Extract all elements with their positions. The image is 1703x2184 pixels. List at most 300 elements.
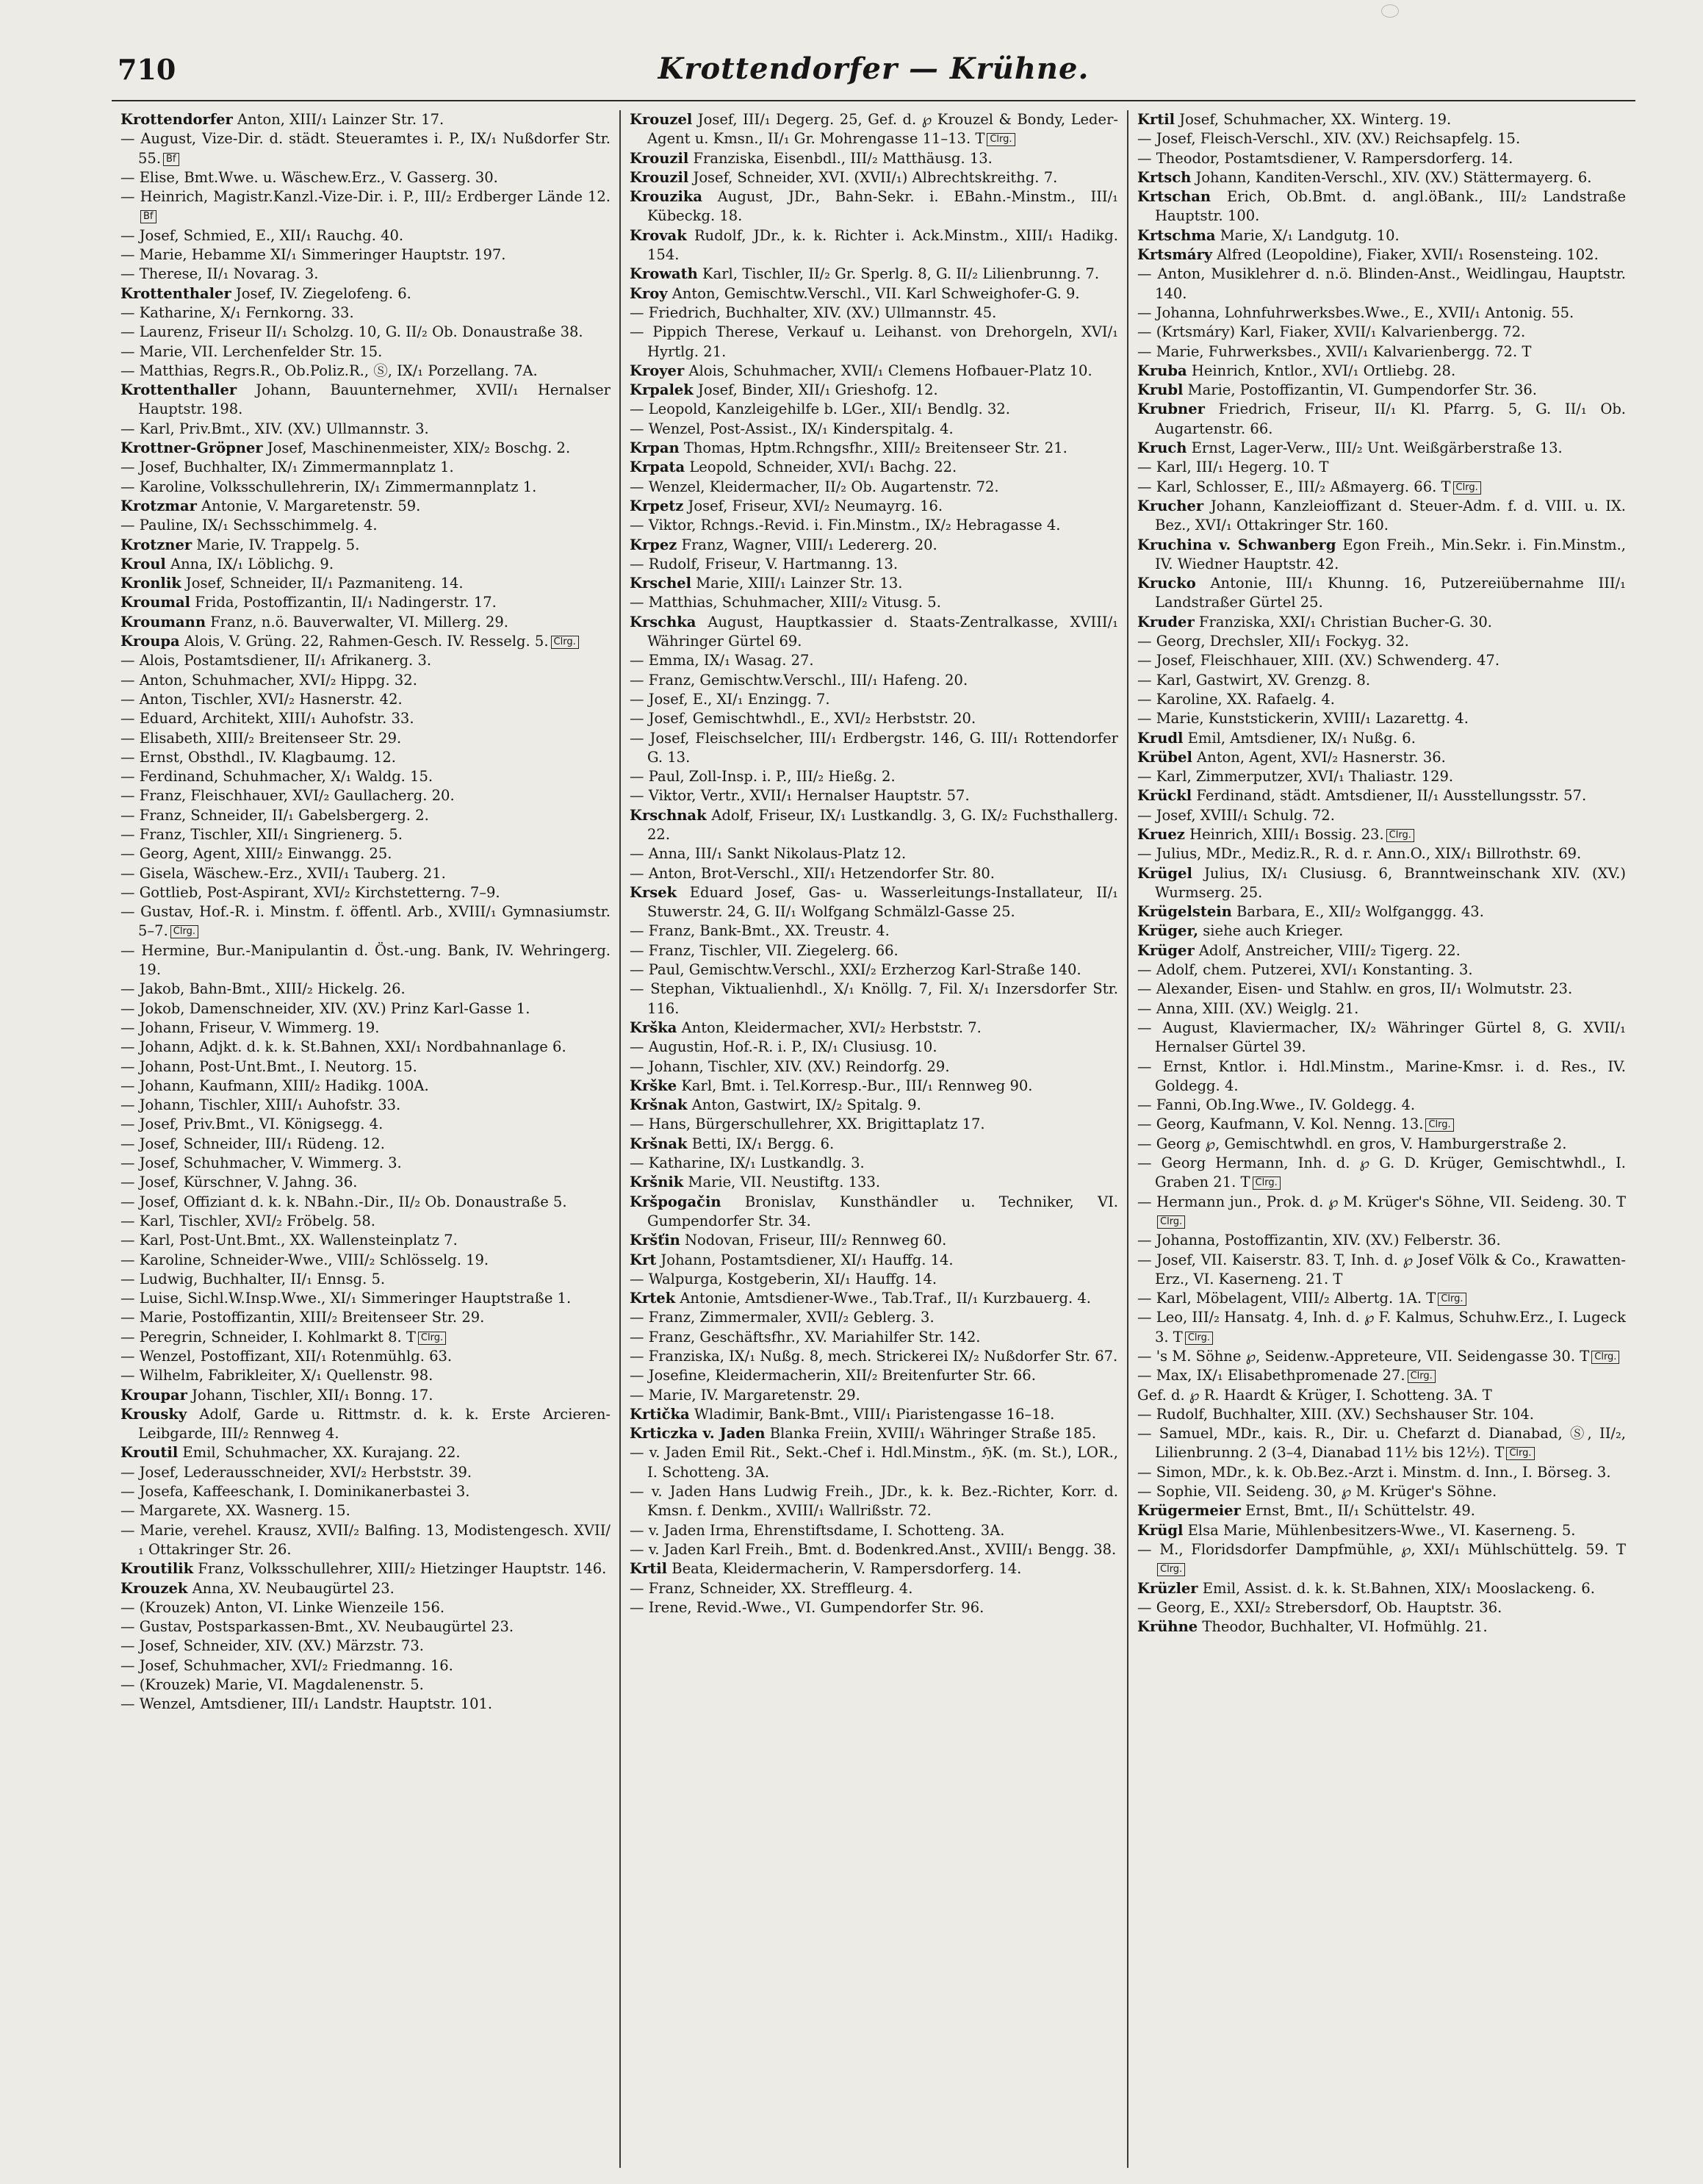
directory-entry — [120, 439, 611, 458]
directory-entry — [120, 1019, 611, 1038]
entry-surname: Krousky — [120, 1405, 187, 1423]
directory-entry — [1137, 362, 1626, 381]
entry-details: — Marie, Fuhrwerksbes., XVII/₁ Kalvarienbergg. 72. T — [1137, 342, 1532, 360]
entry-details: — Johann, Tischler, XIII/₁ Auhofstr. 33. — [120, 1096, 401, 1114]
directory-entry — [630, 1405, 1118, 1424]
directory-entry — [630, 1038, 1118, 1057]
entry-surname: Krtschan — [1137, 188, 1211, 206]
entry-details: — Simon, MDr., k. k. Ob.Bez.-Arzt i. Minstm. d. Inn., I. Börseg. 3. — [1137, 1463, 1611, 1481]
entry-details: Josef, Schuhmacher, XX. Winterg. 19. — [1175, 111, 1452, 128]
entry-details: — Georg, Agent, XIII/₂ Einwangg. 25. — [120, 845, 392, 863]
directory-entry — [1137, 110, 1626, 129]
directory-entry — [1137, 1096, 1626, 1115]
entry-details: — Karl, Post-Unt.Bmt., XX. Wallensteinplatz 7. — [120, 1232, 458, 1249]
directory-entry — [120, 729, 611, 748]
entry-details: Johann, Bauunternehmer, XVII/₁ Hernalser Hauptstr. 198. — [138, 381, 611, 418]
directory-entry — [630, 593, 1118, 612]
directory-entry — [1137, 1231, 1626, 1250]
entry-details: — Gottlieb, Post-Aspirant, XVI/₂ Kirchstetterng. 7–9. — [120, 883, 500, 901]
directory-entry — [1137, 980, 1626, 999]
entry-details: — Eduard, Architekt, XIII/₁ Auhofstr. 33. — [120, 710, 414, 728]
entry-marker-badge: Bf — [163, 153, 179, 166]
directory-entry — [1137, 497, 1626, 536]
entry-details: — Franz, Zimmermaler, XVII/₂ Geblerg. 3. — [630, 1309, 935, 1326]
directory-entry — [630, 265, 1118, 284]
directory-entry — [630, 1540, 1118, 1559]
page-header — [112, 46, 1635, 101]
directory-entry — [630, 1173, 1118, 1192]
entry-details: Nodovan, Friseur, III/₂ Rennweg 60. — [680, 1232, 947, 1249]
entry-details: — Ernst, Obsthdl., IV. Klagbaumg. 12. — [120, 748, 396, 766]
entry-details: — Georg ℘, Gemischtwhdl. en gros, V. Hamburgerstraße 2. — [1137, 1135, 1567, 1152]
entry-details: Antonie, III/₁ Khunng. 16, Putzereiübernahme III/₁ Landstraßer Gürtel 25. — [1155, 575, 1626, 611]
entry-details: — Katharine, IX/₁ Lustkandlg. 3. — [630, 1154, 865, 1172]
entry-details: — Hermann jun., Prok. d. ℘ M. Krüger's Söhne, VII. Seideng. 30. T — [1137, 1193, 1626, 1210]
entry-details: — Julius, MDr., Mediz.R., R. d. r. Ann.O., XIX/₁ Billrothstr. 69. — [1137, 845, 1582, 863]
entry-surname: Krpata — [630, 459, 685, 476]
directory-entry — [630, 1386, 1118, 1405]
directory-entry — [120, 1096, 611, 1115]
directory-entry — [630, 497, 1118, 516]
directory-entry — [630, 651, 1118, 670]
directory-entry — [630, 1057, 1118, 1077]
directory-entry — [120, 574, 611, 593]
entry-details: — Josef, Kürschner, V. Jahng. 36. — [120, 1174, 358, 1191]
entry-details: Adolf, Anstreicher, VIII/₂ Tigerg. 22. — [1194, 941, 1461, 959]
entry-surname: Kruba — [1137, 362, 1187, 379]
entry-details: — Johanna, Postoffizantin, XIV. (XV.) Felberstr. 36. — [1137, 1232, 1501, 1249]
entry-surname: Kruder — [1137, 613, 1195, 631]
entry-details: — Laurenz, Friseur II/₁ Scholzg. 10, G. II/₂ Ob. Donaustraße 38. — [120, 323, 583, 341]
entry-surname: Krschnak — [630, 806, 707, 824]
page-number: 710 — [118, 53, 176, 86]
directory-entry — [120, 1482, 611, 1501]
entry-details: — (Krouzek) Marie, VI. Magdalenenstr. 5. — [120, 1676, 424, 1694]
directory-entry — [630, 883, 1118, 922]
directory-entry — [120, 1038, 611, 1057]
directory-entry — [120, 110, 611, 129]
entry-details: — Samuel, MDr., kais. R., Dir. u. Chefarzt d. Dianabad, Ⓢ, II/₂, Lilienbrunng. 2 (3–4, Dianabad 11½ bis 12½). T — [1137, 1425, 1626, 1462]
directory-entry — [120, 883, 611, 902]
directory-entry — [630, 1308, 1118, 1327]
entry-details: — Gustav, Postsparkassen-Bmt., XV. Neubaugürtel 23. — [120, 1618, 514, 1636]
directory-entry — [630, 1579, 1118, 1598]
entry-details: Josef, III/₁ Degerg. 25, Gef. d. ℘ Krouzel & Bondy, Leder-Agent u. Kmsn., II/₁ Gr. Mohrengasse 11–13. T — [647, 111, 1118, 148]
entry-details: Anton, Agent, XVI/₂ Hasnerstr. 36. — [1192, 748, 1446, 766]
entry-details: — Josef, Fleischselcher, III/₁ Erdbergstr. 146, G. III/₁ Rottendorfer G. 13. — [630, 729, 1118, 766]
entry-surname: Krottendorfer — [120, 111, 233, 128]
entry-details: — Friedrich, Buchhalter, XIV. (XV.) Ullmannstr. 45. — [630, 303, 997, 321]
directory-entry — [120, 980, 611, 999]
entry-details: Betti, IX/₁ Bergg. 6. — [687, 1135, 835, 1152]
directory-entry — [120, 342, 611, 362]
entry-details: — Alexander, Eisen- und Stahlw. en gros, II/₁ Wolmutstr. 23. — [1137, 980, 1573, 998]
entry-details: — Gisela, Wäschew.-Erz., XVII/₁ Tauberg. 21. — [120, 864, 446, 882]
directory-entry — [630, 187, 1118, 226]
directory-entry — [1137, 729, 1626, 748]
entry-details: Gef. d. ℘ R. Haardt & Krüger, I. Schotteng. 3A. T — [1137, 1386, 1492, 1404]
entry-details: — Peregrin, Schneider, I. Kohlmarkt 8. T — [120, 1328, 416, 1346]
directory-entry — [1137, 458, 1626, 477]
entry-details: — Elise, Bmt.Wwe. u. Wäschew.Erz., V. Gasserg. 30. — [120, 168, 498, 186]
entry-details: — Jokob, Damenschneider, XIV. (XV.) Prinz Karl-Gasse 1. — [120, 999, 530, 1017]
entry-surname: Kruch — [1137, 439, 1187, 457]
entry-details: — Stephan, Viktualienhdl., X/₁ Knöllg. 7, Fil. X/₁ Inzersdorfer Str. 116. — [630, 980, 1118, 1017]
entry-marker-badge: Clrg. — [1591, 1351, 1619, 1364]
entry-details: Ferdinand, städt. Amtsdiener, II/₁ Ausstellungsstr. 57. — [1192, 787, 1587, 805]
directory-entry — [120, 709, 611, 728]
entry-details: — Marie, VII. Lerchenfelder Str. 15. — [120, 342, 383, 360]
entry-surname: Krotzmar — [120, 497, 197, 514]
entry-surname: Kroupa — [120, 633, 180, 650]
entry-details: Erich, Ob.Bmt. d. angl.öBank., III/₂ Landstraße Hauptstr. 100. — [1155, 188, 1626, 225]
entry-details: — Max, IX/₁ Elisabethpromenade 27. — [1137, 1367, 1405, 1384]
entry-surname: Krschka — [630, 613, 696, 631]
directory-entry — [630, 226, 1118, 265]
directory-entry — [120, 1154, 611, 1173]
entry-details: — Pauline, IX/₁ Sechsschimmelg. 4. — [120, 517, 378, 534]
directory-entry — [630, 362, 1118, 381]
entry-surname: Kruez — [1137, 825, 1185, 843]
entry-marker-badge: Clrg. — [1253, 1177, 1281, 1190]
directory-entry — [1137, 1289, 1626, 1308]
entry-surname: Krügelstein — [1137, 903, 1232, 921]
entry-details: — Franziska, IX/₁ Nußg. 8, mech. Strickerei IX/₂ Nußdorfer Str. 67. — [630, 1348, 1118, 1365]
entry-surname: Krucko — [1137, 575, 1196, 592]
entry-details: — August, Vize-Dir. d. städt. Steueramtes i. P., IX/₁ Nußdorfer Str. 55. — [120, 130, 611, 167]
entry-details: — Marie, IV. Margaretenstr. 29. — [630, 1386, 860, 1404]
entry-details: — Paul, Zoll-Insp. i. P., III/₂ Hießg. 2. — [630, 768, 896, 786]
entry-surname: Krügl — [1137, 1521, 1184, 1539]
entry-details: Anton, Gastwirt, IX/₂ Spitalg. 9. — [687, 1096, 921, 1114]
column-2 — [619, 110, 1127, 2168]
page-mark — [1381, 4, 1399, 18]
entry-details: Franz, Volksschullehrer, XIII/₂ Hietzinger Hauptstr. 146. — [193, 1560, 607, 1578]
entry-details: — Josef, Lederausschneider, XVI/₂ Herbststr. 39. — [120, 1463, 472, 1481]
entry-surname: Krtil — [630, 1560, 668, 1578]
directory-entry — [1137, 1115, 1626, 1134]
entry-details: — Paul, Gemischtw.Verschl., XXI/₂ Erzherzog Karl-Straße 140. — [630, 961, 1081, 979]
directory-entry — [630, 729, 1118, 768]
entry-surname: Krška — [630, 1019, 677, 1036]
entry-details: Josef, Schneider, II/₁ Pazmaniteng. 14. — [181, 575, 464, 592]
entry-details: — Johann, Friseur, V. Wimmerg. 19. — [120, 1019, 380, 1036]
directory-entry — [120, 1559, 611, 1578]
directory-entry — [120, 1212, 611, 1231]
entry-details: — Marie, Kunststickerin, XVIII/₁ Lazarettg. 4. — [1137, 710, 1469, 728]
entry-details: Rudolf, JDr., k. k. Richter i. Ack.Minstm., XIII/₁ Hadikg. 154. — [647, 226, 1118, 264]
entry-marker-badge: Clrg. — [418, 1332, 446, 1345]
directory-entry — [1137, 1019, 1626, 1057]
directory-entry — [120, 381, 611, 420]
directory-entry — [120, 1077, 611, 1096]
entry-details: Marie, IV. Trappelg. 5. — [192, 536, 360, 553]
directory-entry — [1137, 1617, 1626, 1637]
entry-details: — Pippich Therese, Verkauf u. Leihanst. von Drehorgeln, XVI/₁ Hyrtlg. 21. — [630, 323, 1118, 360]
directory-entry — [120, 303, 611, 323]
entry-details: — Alois, Postamtsdiener, II/₁ Afrikanerg. 3. — [120, 652, 432, 669]
entry-details: — Fanni, Ob.Ing.Wwe., IV. Goldegg. 4. — [1137, 1096, 1416, 1114]
directory-entry — [1137, 323, 1626, 342]
entry-details: Frida, Postoffizantin, II/₁ Nadingerstr. 17. — [190, 594, 497, 611]
directory-entry — [120, 1308, 611, 1327]
entry-surname: Krouzil — [630, 149, 689, 167]
entry-details: Josef, Friseur, XVI/₂ Neumayrg. 16. — [683, 497, 943, 514]
entry-details: Beata, Kleidermacherin, V. Rampersdorferg. 14. — [667, 1560, 1022, 1578]
entry-details: Johann, Postamtsdiener, XI/₁ Hauffg. 14. — [656, 1251, 954, 1268]
directory-entry — [630, 709, 1118, 728]
entry-details: — Margarete, XX. Wasnerg. 15. — [120, 1502, 350, 1520]
directory-entry — [1137, 941, 1626, 960]
entry-details: — Karoline, Volksschullehrerin, IX/₁ Zimmermannplatz 1. — [120, 478, 537, 495]
entry-surname: Krucher — [1137, 497, 1204, 514]
entry-surname: Krouzek — [120, 1579, 188, 1597]
directory-entry — [1137, 864, 1626, 903]
column-3 — [1127, 110, 1635, 2168]
directory-entry — [120, 1405, 611, 1444]
entry-details: Ernst, Lager-Verw., III/₂ Unt. Weißgärberstraße 13. — [1187, 439, 1563, 457]
directory-entry — [1137, 1501, 1626, 1520]
entry-details: Emil, Assist. d. k. k. St.Bahnen, XIX/₁ Mooslackeng. 6. — [1198, 1579, 1595, 1597]
entry-details: — Matthias, Regrs.R., Ob.Poliz.R., Ⓢ, IX/₁ Porzellang. 7A. — [120, 362, 538, 379]
entry-details: — Matthias, Schuhmacher, XIII/₂ Vitusg. 5. — [630, 594, 941, 611]
entry-surname: Krottner-Gröpner — [120, 439, 263, 457]
directory-entry — [1137, 690, 1626, 709]
entry-surname: Kruchina v. Schwanberg — [1137, 536, 1336, 553]
entry-details: — August, Klaviermacher, IX/₂ Währinger Gürtel 8, G. XVII/₁ Hernalser Gürtel 39. — [1137, 1019, 1626, 1056]
entry-details: — Josefa, Kaffeeschank, I. Dominikanerbastei 3. — [120, 1483, 470, 1501]
entry-details: — Karl, Schlosser, E., III/₂ Aßmayerg. 66. T — [1137, 478, 1451, 495]
entry-details: — Wenzel, Postoffizant, XII/₁ Rotenmühlg. 63. — [120, 1348, 453, 1365]
entry-details: — Franz, Gemischtw.Verschl., III/₁ Hafeng. 20. — [630, 671, 968, 689]
entry-details: Johann, Kanditen-Verschl., XIV. (XV.) Stättermayerg. 6. — [1191, 168, 1592, 186]
directory-entry — [120, 420, 611, 439]
directory-entry — [1137, 1347, 1626, 1366]
directory-entry — [120, 1501, 611, 1520]
entry-details: — Anna, III/₁ Sankt Nikolaus-Platz 12. — [630, 845, 907, 863]
entry-details: — Franz, Tischler, XII/₁ Singrienerg. 5. — [120, 825, 403, 843]
entry-details: — Anton, Musiklehrer d. n.ö. Blinden-Anst., Weidlingau, Hauptstr. 140. — [1137, 265, 1626, 302]
entry-surname: Krticzka v. Jaden — [630, 1425, 766, 1443]
entry-surname: Krübel — [1137, 748, 1192, 766]
directory-entry — [120, 1135, 611, 1154]
directory-entry — [630, 439, 1118, 458]
directory-entry — [120, 1057, 611, 1077]
entry-details: — Karoline, Schneider-Wwe., VIII/₂ Schlösselg. 19. — [120, 1251, 489, 1268]
entry-surname: Kroumann — [120, 613, 206, 631]
directory-entry — [1137, 1057, 1626, 1096]
entry-details: — Franz, Schneider, II/₁ Gabelsbergerg. 2. — [120, 806, 429, 824]
entry-details: — Augustin, Hof.-R. i. P., IX/₁ Clusiusg. 10. — [630, 1038, 937, 1056]
entry-surname: Krückl — [1137, 787, 1192, 805]
directory-entry — [120, 651, 611, 670]
entry-details: Josef, Maschinenmeister, XIX/₂ Boschg. 2. — [262, 439, 571, 457]
directory-entry — [1137, 1482, 1626, 1501]
directory-entry — [630, 381, 1118, 400]
directory-entry — [1137, 129, 1626, 148]
directory-entry — [1137, 1193, 1626, 1232]
directory-entry — [630, 149, 1118, 168]
entry-details: — Walpurga, Kostgeberin, XI/₁ Hauffg. 14. — [630, 1270, 937, 1287]
directory-entry — [1137, 265, 1626, 303]
entry-details: Friedrich, Friseur, II/₁ Kl. Pfarrg. 5, G. II/₁ Ob. Augartenstr. 66. — [1155, 400, 1626, 437]
entry-details: Anton, XIII/₁ Lainzer Str. 17. — [232, 111, 444, 128]
directory-entry — [120, 226, 611, 245]
entry-details: — v. Jaden Emil Rit., Sekt.-Chef i. Hdl.Minstm., ℌK. (m. St.), LOR., I. Schotteng. 3A. — [630, 1444, 1118, 1481]
directory-entry — [1137, 902, 1626, 922]
directory-entry — [630, 1289, 1118, 1308]
directory-entry — [630, 516, 1118, 535]
directory-entry — [630, 671, 1118, 690]
entry-surname: Krtička — [630, 1405, 690, 1423]
directory-entry — [630, 303, 1118, 323]
directory-entry — [1137, 825, 1626, 844]
entry-details: — Sophie, VII. Seideng. 30, ℘ M. Krüger's Söhne. — [1137, 1483, 1497, 1501]
directory-entry — [1137, 1405, 1626, 1424]
entry-details: — Hermine, Bur.-Manipulantin d. Öst.-ung. Bank, IV. Wehringerg. 19. — [120, 941, 611, 979]
directory-entry — [630, 1598, 1118, 1617]
entry-marker-badge: Clrg. — [1438, 1293, 1466, 1306]
directory-entry — [1137, 149, 1626, 168]
entry-details: Alois, V. Grüng. 22, Rahmen-Gesch. IV. Resselg. 5. — [179, 633, 549, 650]
entry-surname: Krouzil — [630, 168, 689, 186]
directory-entry — [120, 902, 611, 941]
directory-entry — [630, 1096, 1118, 1115]
entry-surname: Krüger — [1137, 941, 1195, 959]
entry-details: — (Krouzek) Anton, VI. Linke Wienzeile 156. — [120, 1598, 445, 1616]
entry-details: Johann, Tischler, XII/₁ Bonng. 17. — [187, 1386, 433, 1404]
directory-columns — [112, 110, 1635, 2168]
directory-entry — [630, 922, 1118, 941]
entry-marker-badge: Clrg. — [1157, 1215, 1185, 1229]
directory-entry — [1137, 303, 1626, 323]
entry-surname: Krt — [630, 1251, 657, 1268]
entry-details: Eduard Josef, Gas- u. Wasserleitungs-Installateur, II/₁ Stuwerstr. 24, G. II/₁ Wolfgang Schmälzl-Gasse 25. — [647, 883, 1118, 921]
entry-surname: Kršpogačin — [630, 1193, 721, 1210]
entry-surname: Kroyer — [630, 362, 685, 379]
directory-entry — [120, 806, 611, 825]
running-head: Krottendorfer — Krühne. — [658, 51, 1090, 86]
entry-surname: Kroumal — [120, 594, 191, 611]
directory-entry — [1137, 1135, 1626, 1154]
entry-details: Adolf, Friseur, IX/₁ Lustkandlg. 3, G. IX/₂ Fuchsthallerg. 22. — [647, 806, 1118, 843]
entry-surname: Krške — [630, 1077, 677, 1094]
directory-entry — [120, 1579, 611, 1598]
entry-details: Heinrich, XIII/₁ Bossig. 23. — [1184, 825, 1384, 843]
directory-entry — [120, 478, 611, 497]
entry-details: Marie, X/₁ Landgutg. 10. — [1215, 226, 1400, 244]
entry-details: Alois, Schuhmacher, XVII/₁ Clemens Hofbauer-Platz 10. — [684, 362, 1092, 379]
directory-entry — [630, 1019, 1118, 1038]
directory-entry — [120, 1270, 611, 1289]
entry-details: — Anna, XIII. (XV.) Weiglg. 21. — [1137, 999, 1359, 1017]
entry-marker-badge: Clrg. — [1506, 1447, 1534, 1460]
entry-details: — Franz, Tischler, VII. Ziegelerg. 66. — [630, 941, 899, 959]
column-1 — [112, 110, 619, 2168]
entry-surname: Kronlik — [120, 575, 181, 592]
entry-surname: Kroupar — [120, 1386, 187, 1404]
directory-entry — [630, 1328, 1118, 1347]
entry-details: Anna, IX/₁ Löblichg. 9. — [165, 555, 334, 572]
entry-details: — Irene, Revid.-Wwe., VI. Gumpendorfer Str. 96. — [630, 1598, 984, 1616]
entry-surname: Kroutil — [120, 1444, 179, 1462]
entry-surname: Kršnak — [630, 1096, 688, 1114]
directory-entry — [120, 1695, 611, 1714]
entry-details: — Josef, Schmied, E., XII/₁ Rauchg. 40. — [120, 226, 404, 244]
entry-details: — M., Floridsdorfer Dampfmühle, ℘, XXI/₁ Mühlschüttelg. 59. T — [1137, 1540, 1626, 1558]
directory-entry — [630, 458, 1118, 477]
directory-entry — [630, 1193, 1118, 1232]
entry-details: — Ludwig, Buchhalter, II/₁ Ennsg. 5. — [120, 1270, 386, 1287]
directory-entry — [1137, 786, 1626, 805]
directory-entry — [120, 941, 611, 980]
directory-entry — [1137, 806, 1626, 825]
entry-details: Bronislav, Kunsthändler u. Techniker, VI. Gumpendorfer Str. 34. — [647, 1193, 1118, 1229]
entry-marker-badge: Clrg. — [1386, 829, 1414, 842]
entry-details: — Franz, Schneider, XX. Streffleurg. 4. — [630, 1579, 913, 1597]
entry-details: Franziska, XXI/₁ Christian Bucher-G. 30. — [1194, 613, 1492, 631]
entry-surname: Kroy — [630, 284, 668, 302]
entry-surname: Krschel — [630, 575, 692, 592]
entry-details: Antonie, Amtsdiener-Wwe., Tab.Traf., II/₁ Kurzbauerg. 4. — [675, 1290, 1091, 1307]
directory-entry — [630, 1115, 1118, 1134]
entry-details: — Hans, Bürgerschullehrer, XX. Brigittaplatz 17. — [630, 1116, 985, 1133]
entry-details: Egon Freih., Min.Sekr. i. Fin.Minstm., IV. Wiedner Hauptstr. 42. — [1155, 536, 1626, 572]
entry-details: — Viktor, Vertr., XVII/₁ Hernalser Hauptstr. 57. — [630, 787, 970, 805]
entry-details: Karl, Tischler, II/₂ Gr. Sperlg. 8, G. II/₂ Lilienbrunng. 7. — [697, 265, 1100, 283]
directory-entry — [630, 1231, 1118, 1250]
directory-entry — [630, 1424, 1118, 1443]
entry-details: Leopold, Schneider, XVI/₁ Bachg. 22. — [685, 459, 957, 476]
directory-entry — [120, 632, 611, 651]
directory-entry — [120, 1251, 611, 1270]
entry-surname: Krüzler — [1137, 1579, 1198, 1597]
directory-entry — [630, 1347, 1118, 1366]
entry-details: Franz, Wagner, VIII/₁ Ledererg. 20. — [677, 536, 937, 553]
entry-details: — Josef, Schuhmacher, XVI/₂ Friedmanng. 16. — [120, 1656, 453, 1674]
entry-details: — Karl, Gastwirt, XV. Grenzg. 8. — [1137, 671, 1371, 689]
directory-entry — [1137, 245, 1626, 265]
entry-surname: Kršťin — [630, 1232, 680, 1249]
entry-marker-badge: Clrg. — [170, 925, 198, 938]
directory-entry — [630, 844, 1118, 863]
directory-entry — [120, 1521, 611, 1560]
entry-details: — Franz, Bank-Bmt., XX. Treustr. 4. — [630, 922, 890, 940]
directory-entry — [120, 1193, 611, 1212]
entry-details: — Leo, III/₂ Hansatg. 4, Inh. d. ℘ F. Kalmus, Schuhw.Erz., I. Lugeck 3. T — [1137, 1309, 1626, 1346]
directory-entry — [120, 767, 611, 786]
directory-entry — [1137, 767, 1626, 786]
directory-entry — [1137, 1366, 1626, 1385]
entry-details: August, Hauptkassier d. Staats-Zentralkasse, XVIII/₁ Währinger Gürtel 69. — [647, 613, 1118, 650]
directory-entry — [1137, 1521, 1626, 1540]
entry-details: Josef, IV. Ziegelofeng. 6. — [231, 284, 411, 302]
directory-entry — [1137, 478, 1626, 497]
directory-entry — [1137, 613, 1626, 632]
entry-details: Theodor, Buchhalter, VI. Hofmühlg. 21. — [1198, 1618, 1488, 1636]
entry-details: — Josef, Offiziant d. k. k. NBahn.-Dir., II/₂ Ob. Donaustraße 5. — [120, 1193, 567, 1210]
entry-details: — Josef, Fleischhauer, XIII. (XV.) Schwenderg. 47. — [1137, 652, 1500, 669]
directory-entry — [120, 555, 611, 574]
entry-marker-badge: Clrg. — [551, 636, 579, 649]
directory-entry — [1137, 1463, 1626, 1482]
directory-entry — [1137, 536, 1626, 575]
directory-entry — [120, 844, 611, 863]
entry-marker-badge: Clrg. — [1425, 1118, 1453, 1132]
directory-entry — [630, 420, 1118, 439]
directory-entry — [120, 362, 611, 381]
entry-surname: Krügermeier — [1137, 1502, 1241, 1520]
